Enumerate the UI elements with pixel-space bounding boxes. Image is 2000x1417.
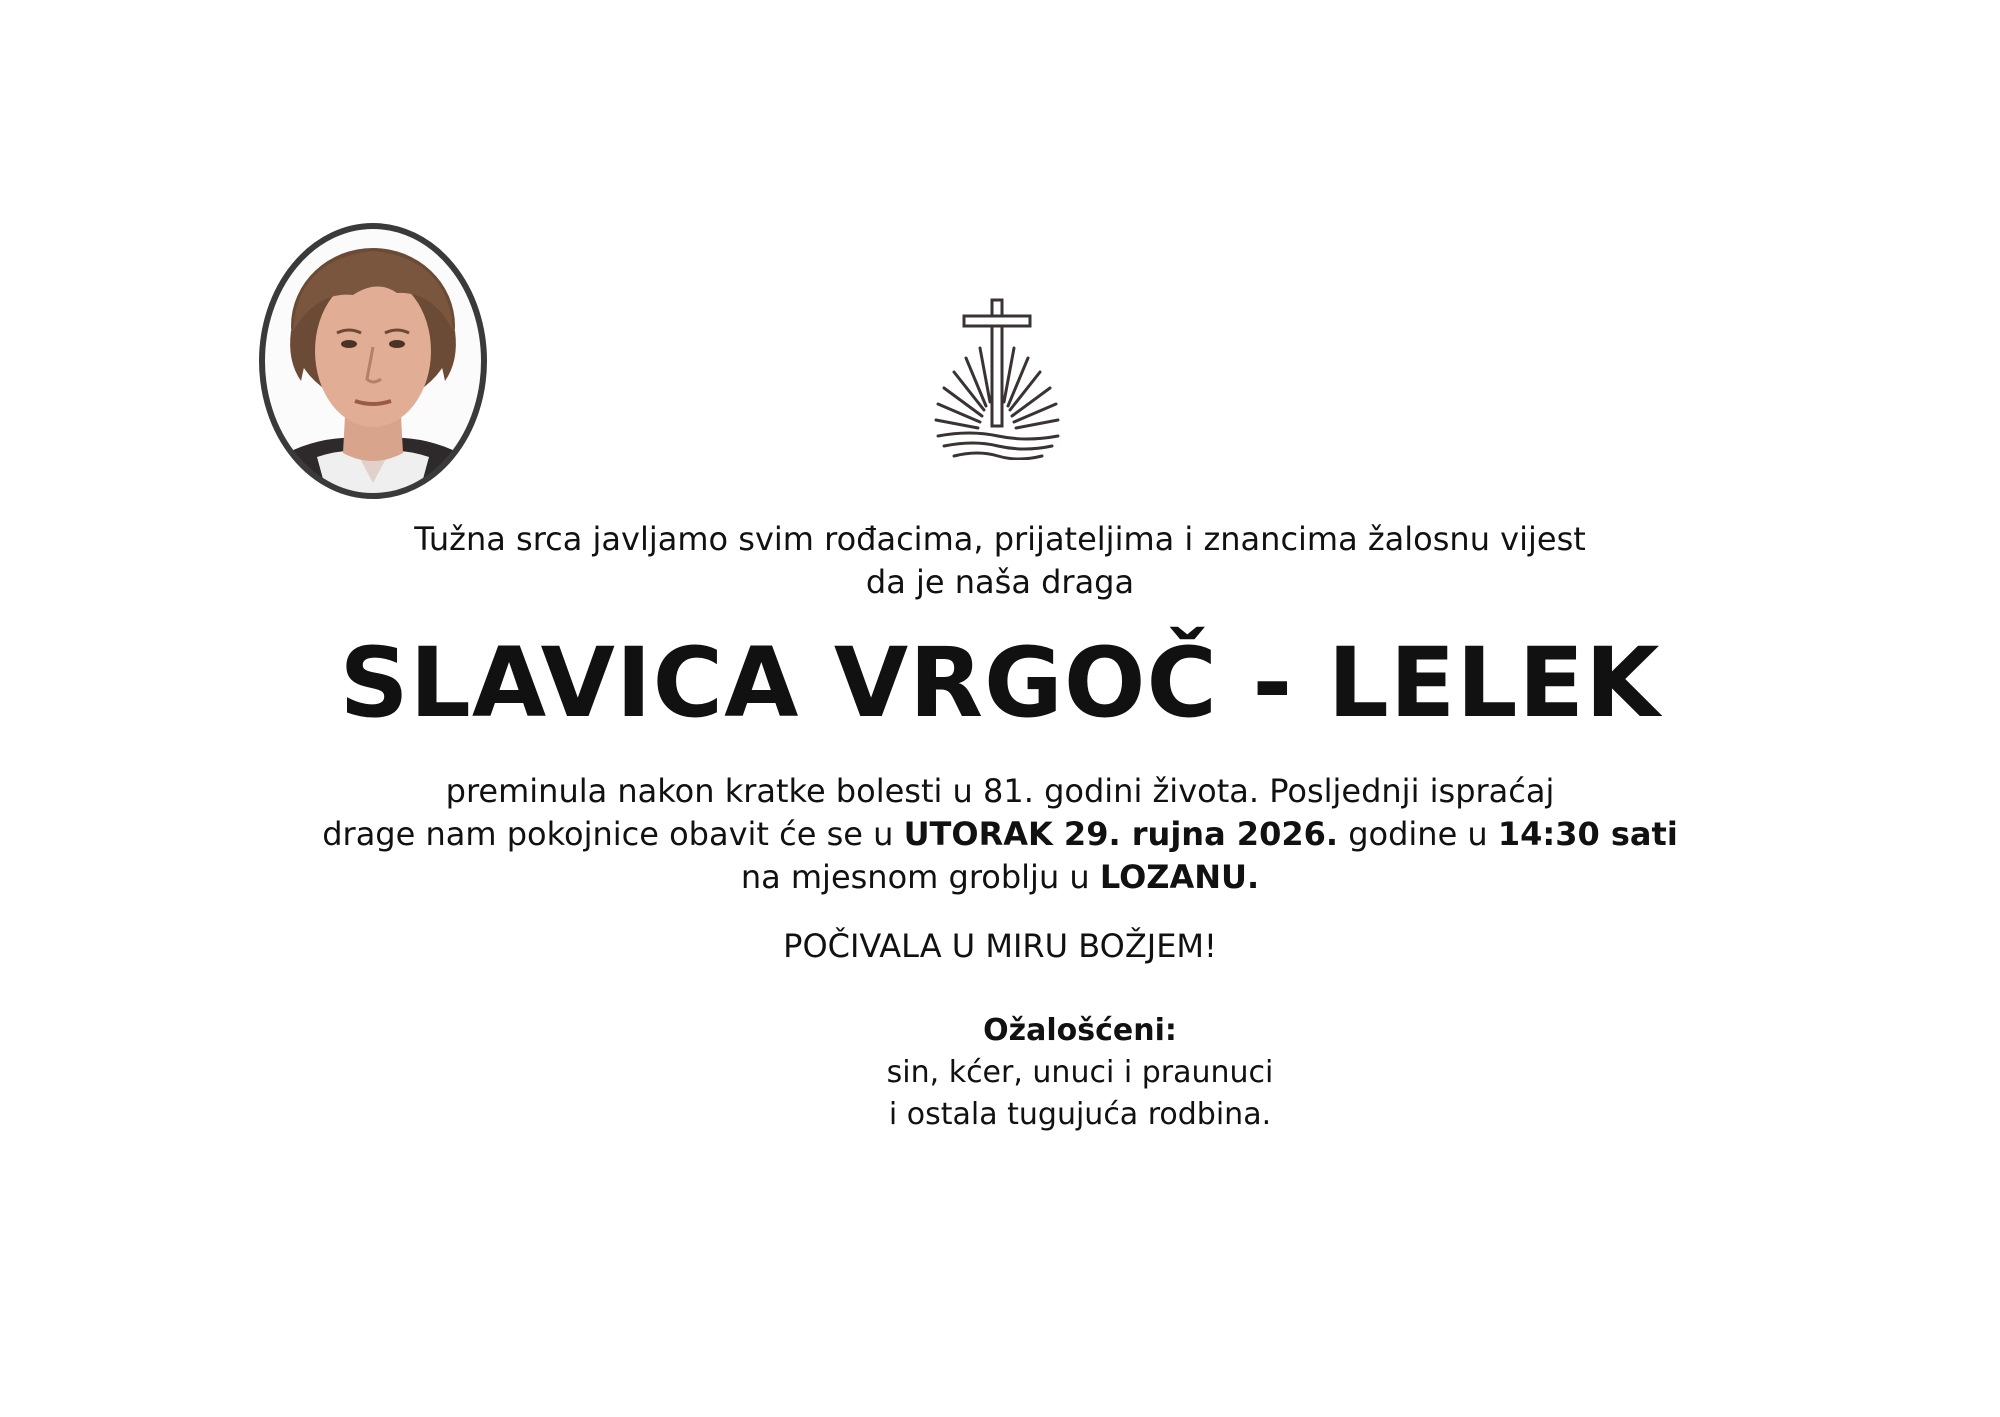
intro-line-2: da je naša draga [865,563,1135,601]
mourners-line-2: i ostala tugujuća rodbina. [888,1097,1272,1132]
mourners-heading: Ožalošćeni: [983,1013,1177,1048]
details-line-1: preminula nakon kratke bolesti u 81. godini života. Posljednji ispraćaj [445,772,1555,810]
details-line-3-start: na mjesnom groblju u [740,858,1100,896]
details-line-2-start: drage nam pokojnice obavit će se u [322,815,904,853]
mourners-line-1: sin, kćer, unuci i praunuci [886,1055,1274,1090]
intro-line-1: Tužna srca javljamo svim rođacima, prijateljima i znancima žalosnu vijest [414,520,1586,558]
funeral-time: 14:30 sati [1497,815,1678,853]
details-line-2-middle: godine u [1338,815,1498,853]
mourners-block [880,1010,1280,1136]
funeral-date: UTORAK 29. rujna 2026. [903,815,1339,853]
closing-text: POČIVALA U MIRU BOŽJEM! [783,927,1217,965]
cross-sunrise-icon [930,298,1068,460]
intro-text [0,518,2000,604]
details-line-2 [0,813,2000,856]
details-line-3 [0,856,2000,899]
portrait-photo [257,221,489,501]
funeral-place: LOZANU. [1099,858,1260,896]
deceased-name: SLAVICA VRGOČ - LELEK [339,627,1661,739]
funeral-details [0,770,2000,899]
